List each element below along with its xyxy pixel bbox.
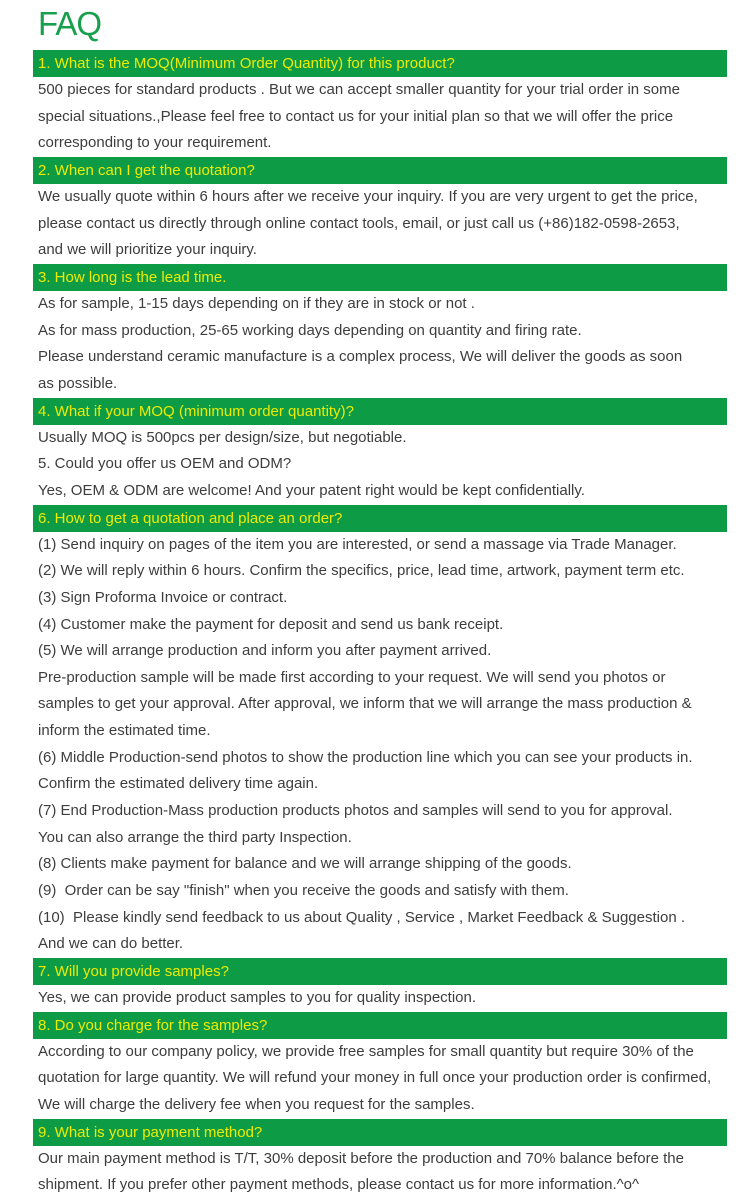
faq-section (33, 1012, 727, 1119)
faq-question-bar: 2. When can I get the quotation? (33, 157, 727, 184)
faq-section (33, 50, 727, 157)
faq-answer-line: (8) Clients make payment for balance and we will arrange shipping of the goods. (38, 855, 572, 873)
faq-answer-line: Confirm the estimated delivery time again. (38, 775, 319, 793)
faq-answer-line: Our main payment method is T/T, 30% deposit before the production and 70% balance before the (38, 1149, 684, 1167)
faq-question-bar: 9. What is your payment method? (33, 1119, 727, 1146)
faq-answer-line: and we will prioritize your inquiry. (38, 241, 257, 259)
faq-section (33, 505, 727, 959)
faq-answer (33, 425, 727, 505)
faq-question-bar: 8. Do you charge for the samples? (33, 1012, 727, 1039)
faq-answer (33, 184, 727, 264)
faq-answer-line: We usually quote within 6 hours after we receive your inquiry. If you are very urgent to get the price, (38, 187, 698, 205)
faq-answer-line: As for sample, 1-15 days depending on if they are in stock or not . (38, 294, 475, 312)
faq-answer (33, 77, 727, 157)
faq-answer-line: Pre-production sample will be made first according to your request. We will send you photos or (38, 668, 666, 686)
page-title: FAQ (38, 5, 102, 42)
faq-answer-line: samples to get your approval. After approval, we inform that we will arrange the mass production & (38, 695, 692, 713)
faq-answer-line: as possible. (38, 374, 118, 392)
faq-question-bar: 4. What if your MOQ (minimum order quantity)? (33, 398, 727, 425)
faq-answer-line: inform the estimated time. (38, 722, 211, 740)
faq-answer-line: 5. Could you offer us OEM and ODM? (38, 455, 292, 473)
faq-answer-line: You can also arrange the third party Inspection. (38, 828, 352, 846)
faq-content (33, 0, 727, 1199)
faq-answer-line: shipment. If you prefer other payment methods, please contact us for more information.^o^ (38, 1176, 640, 1194)
faq-answer-line: (6) Middle Production-send photos to show the production line which you can see your products in. (38, 748, 693, 766)
faq-question-bar: 7. Will you provide samples? (33, 958, 727, 985)
faq-answer-line: (7) End Production-Mass production products photos and samples will send to you for approval. (38, 802, 673, 820)
faq-section (33, 157, 727, 264)
faq-answer-line: corresponding to your requirement. (38, 134, 272, 152)
faq-answer-line: (5) We will arrange production and inform you after payment arrived. (38, 642, 492, 660)
faq-answer-line: 500 pieces for standard products . But we can accept smaller quantity for your trial order in some (38, 81, 680, 98)
faq-answer-line: (1) Send inquiry on pages of the item you are interested, or send a massage via Trade Manager. (38, 535, 677, 553)
faq-answer (33, 532, 727, 959)
faq-answer-line: please contact us directly through online contact tools, email, or just call us (+86)182-0598-2653, (38, 214, 680, 232)
faq-section (33, 264, 727, 398)
faq-answer-line: Please understand ceramic manufacture is a complex process, We will deliver the goods as soon (38, 348, 683, 366)
faq-section (33, 1119, 727, 1199)
faq-answer-line: quotation for large quantity. We will refund your money in full once your production order is confirmed, (38, 1069, 712, 1087)
faq-answer-line: According to our company policy, we provide free samples for small quantity but require 30% of the (38, 1042, 694, 1060)
faq-question-bar: 6. How to get a quotation and place an order? (33, 505, 727, 532)
faq-answer-line: Usually MOQ is 500pcs per design/size, but negotiable. (38, 428, 407, 446)
faq-answer (33, 1039, 727, 1119)
faq-answer-line: (9) Order can be say "finish" when you receive the goods and satisfy with them. (38, 882, 569, 900)
faq-answer-line: We will charge the delivery fee when you request for the samples. (38, 1096, 475, 1113)
faq-answer-line: (3) Sign Proforma Invoice or contract. (38, 588, 288, 606)
faq-answer (33, 985, 727, 1012)
faq-section (33, 398, 727, 505)
faq-answer-line: Yes, OEM & ODM are welcome! And your patent right would be kept confidentially. (38, 481, 585, 499)
faq-question-bar: 1. What is the MOQ(Minimum Order Quantity) for this product? (33, 50, 727, 77)
faq-answer-line: As for mass production, 25-65 working days depending on quantity and firing rate. (38, 321, 582, 339)
faq-answer (33, 291, 727, 398)
faq-section (33, 958, 727, 1012)
faq-answer-line: special situations.,Please feel free to contact us for your initial plan so that we will offer the price (38, 107, 674, 125)
faq-question-bar: 3. How long is the lead time. (33, 264, 727, 291)
faq-answer-line: And we can do better. (38, 935, 184, 953)
faq-answer-line: Yes, we can provide product samples to you for quality inspection. (38, 989, 477, 1007)
faq-list (33, 50, 727, 1199)
faq-answer-line: (2) We will reply within 6 hours. Confirm the specifics, price, lead time, artwork, payment term etc. (38, 562, 685, 580)
faq-answer-line: (4) Customer make the payment for deposit and send us bank receipt. (38, 615, 504, 633)
faq-answer (33, 1146, 727, 1199)
faq-answer-line: (10) Please kindly send feedback to us about Quality , Service , Market Feedback & Suggestion . (38, 908, 686, 926)
